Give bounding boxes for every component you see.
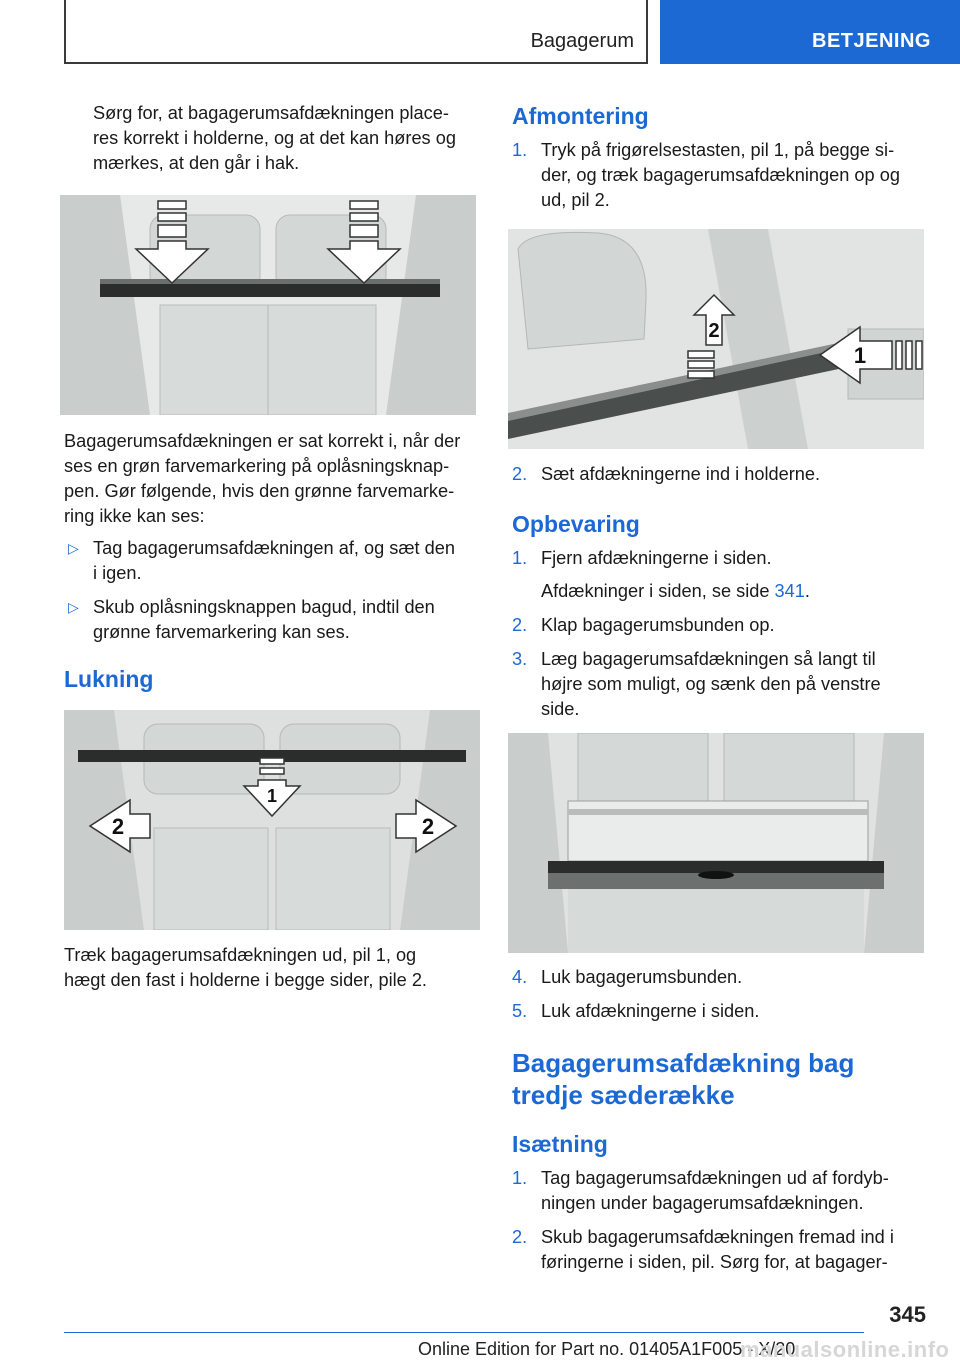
bullet-line: Tag bagagerumsafdækningen af, og sæt den bbox=[93, 538, 455, 558]
opbevaring-steps bbox=[512, 546, 932, 722]
step-number: 2. bbox=[512, 464, 528, 484]
heading-third-row-cover bbox=[512, 1047, 932, 1111]
bullet-list bbox=[64, 536, 484, 645]
step-number: 2. bbox=[512, 615, 528, 635]
figure-cover-insertion bbox=[60, 195, 476, 415]
bullet-line: grønne farvemarkering kan ses. bbox=[93, 622, 350, 642]
step-line: ningen under bagagerumsafdækningen. bbox=[541, 1193, 864, 1213]
step-item bbox=[512, 999, 932, 1024]
step-number: 3. bbox=[512, 649, 528, 669]
step-line: der, og træk bagagerumsafdækningen op og bbox=[541, 165, 900, 185]
step-line: side. bbox=[541, 699, 580, 719]
bullet-item bbox=[64, 595, 484, 645]
step-line: ud, pil 2. bbox=[541, 190, 610, 210]
bullet-triangle-icon: ▷ bbox=[68, 599, 79, 615]
paragraph-line: ring ikke kan ses: bbox=[64, 506, 205, 526]
heading-lukning: Lukning bbox=[64, 666, 154, 692]
cargo-area-illustration bbox=[60, 195, 476, 415]
watermark-logo: manualsonline.info bbox=[740, 1337, 950, 1362]
lukning-paragraph bbox=[64, 943, 484, 993]
step-number: 4. bbox=[512, 967, 528, 987]
step-line: Læg bagagerumsafdækningen så langt til bbox=[541, 649, 876, 669]
figure-opbevaring bbox=[508, 733, 924, 953]
paragraph-line: Bagagerumsafdækningen er sat korrekt i, når der bbox=[64, 431, 461, 451]
edition-text: Online Edition for Part no. 01405A1F005 - X/20 bbox=[418, 1339, 796, 1359]
paragraph-line: pen. Gør følgende, hvis den grønne farvemarke- bbox=[64, 481, 455, 501]
step-subline bbox=[541, 579, 932, 604]
step-line: Sæt afdækningerne ind i holderne. bbox=[541, 464, 821, 484]
arrow-label-2-left: 2 bbox=[111, 814, 125, 839]
step-item bbox=[512, 138, 932, 213]
arrow-label-2: 2 bbox=[708, 320, 720, 342]
intro-line: Sørg for, at bagagerumsafdækningen place- bbox=[93, 103, 449, 123]
paragraph-line: ses en grøn farvemarkering på oplåsningsknap- bbox=[64, 456, 450, 476]
paragraph-line: hægt den fast i holderne i begge sider, pile 2. bbox=[64, 970, 427, 990]
heading-line: Bagagerumsafdækning bag bbox=[512, 1048, 855, 1078]
afmontering-step-2 bbox=[512, 462, 932, 487]
intro-line: res korrekt i holderne, og at det kan høres og bbox=[93, 128, 456, 148]
heading-opbevaring: Opbevaring bbox=[512, 511, 640, 537]
step-line: Tryk på frigørelsestasten, pil 1, på begge si- bbox=[541, 140, 895, 160]
cover-correct-paragraph bbox=[64, 429, 484, 529]
cover-storage-illustration bbox=[508, 733, 924, 953]
header-section-title: Bagagerum bbox=[530, 30, 634, 52]
bullet-line: i igen. bbox=[93, 563, 142, 583]
step-item bbox=[512, 613, 932, 638]
step-item bbox=[512, 1166, 932, 1216]
step-line: højre som muligt, og sænk den på venstre bbox=[541, 674, 881, 694]
step-item bbox=[512, 546, 932, 604]
step-number: 5. bbox=[512, 1001, 528, 1021]
heading-line: tredje sæderække bbox=[512, 1080, 735, 1110]
heading-afmontering: Afmontering bbox=[512, 103, 649, 129]
step-item bbox=[512, 965, 932, 990]
isaetning-steps bbox=[512, 1166, 932, 1275]
cross-reference-text: Afdækninger i siden, se side bbox=[541, 581, 775, 601]
step-item bbox=[512, 647, 932, 722]
step-line: Skub bagagerumsafdækningen fremad ind i bbox=[541, 1227, 894, 1247]
heading-isaetning: Isætning bbox=[512, 1131, 608, 1157]
step-item bbox=[512, 462, 932, 487]
arrow-label-1: 1 bbox=[853, 343, 867, 368]
step-line: Fjern afdækningerne i siden. bbox=[541, 548, 772, 568]
arrow-label-1: 1 bbox=[266, 786, 278, 806]
cover-release-illustration bbox=[508, 229, 924, 449]
header-chapter-tab: BETJENING bbox=[660, 0, 960, 64]
bullet-line: Skub oplåsningsknappen bagud, indtil den bbox=[93, 597, 435, 617]
step-number: 1. bbox=[512, 1168, 528, 1188]
intro-text bbox=[93, 101, 483, 176]
arrow-label-2-right: 2 bbox=[421, 814, 435, 839]
step-line: Tag bagagerumsafdækningen ud af fordyb- bbox=[541, 1168, 889, 1188]
bullet-triangle-icon: ▷ bbox=[68, 540, 79, 556]
figure-afmontering bbox=[508, 229, 924, 449]
step-line: Luk bagagerumsbunden. bbox=[541, 967, 743, 987]
step-line: Luk afdækningerne i siden. bbox=[541, 1001, 760, 1021]
intro-line: mærkes, at den går i hak. bbox=[93, 153, 300, 173]
afmontering-step-1 bbox=[512, 138, 932, 213]
step-number: 1. bbox=[512, 140, 528, 160]
step-line: Klap bagagerumsbunden op. bbox=[541, 615, 775, 635]
opbevaring-steps-cont bbox=[512, 965, 932, 1024]
step-number: 2. bbox=[512, 1227, 528, 1247]
step-item bbox=[512, 1225, 932, 1275]
cargo-closing-illustration bbox=[64, 710, 480, 930]
punctuation: . bbox=[804, 581, 810, 601]
step-number: 1. bbox=[512, 548, 528, 568]
bullet-item bbox=[64, 536, 484, 586]
page-number: 345 bbox=[889, 1302, 926, 1327]
step-line: føringerne i siden, pil. Sørg for, at bagager- bbox=[541, 1252, 888, 1272]
figure-lukning bbox=[64, 710, 480, 930]
page-link-341[interactable]: 341 bbox=[774, 581, 805, 601]
paragraph-line: Træk bagagerumsafdækningen ud, pil 1, og bbox=[64, 945, 417, 965]
footer-divider bbox=[64, 1332, 864, 1333]
